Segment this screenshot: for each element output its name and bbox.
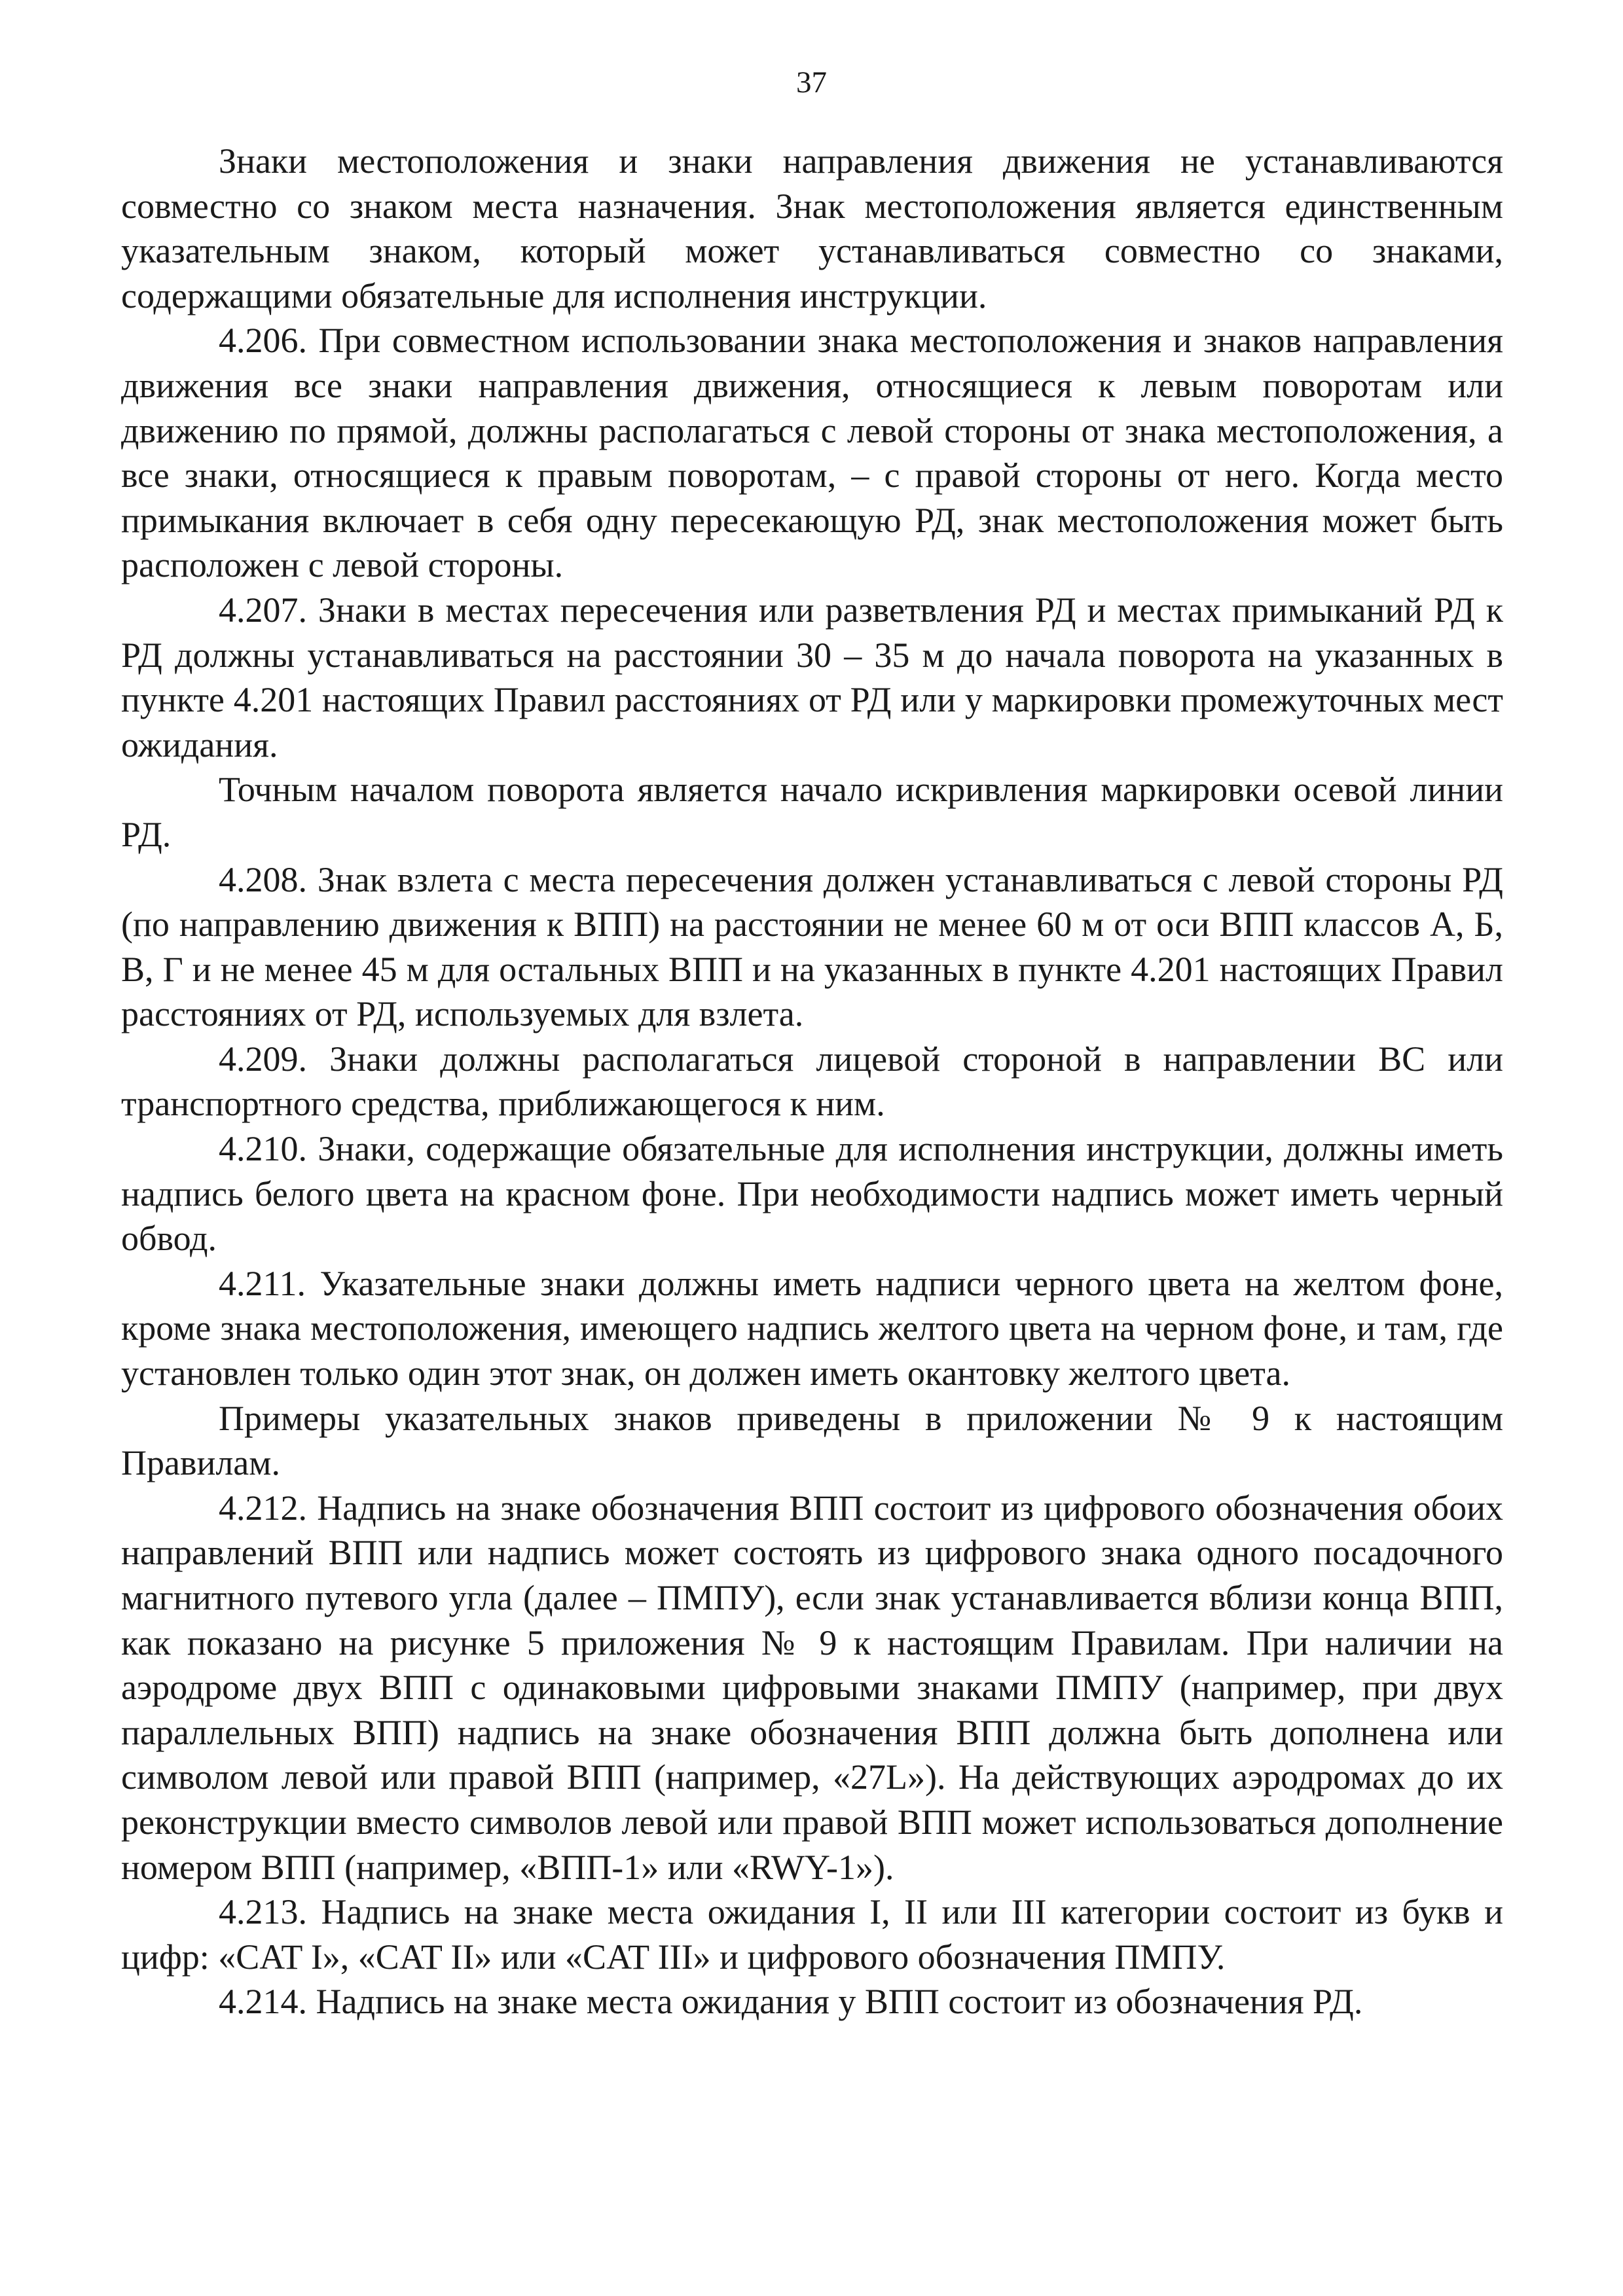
paragraph-4-211: 4.211. Указательные знаки должны иметь надписи черного цвета на желтом фоне, кроме знака местоположения, имеющего надпись желтого цвета на черном фоне, и там, где установлен только один этот знак, он должен иметь окантовку желтого цвета. xyxy=(121,1263,1503,1393)
paragraph-4-210: 4.210. Знаки, содержащие обязательные для исполнения инструкции, должны иметь надпись белого цвета на красном фоне. При необходимости надпись может иметь черный обвод. xyxy=(121,1129,1503,1259)
paragraph-4-206: 4.206. При совместном использовании знака местоположения и знаков направления движения все знаки направления движения, относящиеся к левым поворотам или движению по прямой, должны располагаться с левой стороны от знака местоположения, а все знаки, относящиеся к правым поворотам, – с правой стороны от него. Когда место примыкания включает в себя одну пересекающую РД, знак местоположения может быть расположен с левой стороны. xyxy=(121,321,1503,585)
paragraph-intro-signs: Знаки местоположения и знаки направления движения не устанавливаются совместно со знаком места назначения. Знак местоположения является единственным указательным знаком, который может устанавливаться совместно со знаками, содержащими обязательные для исполнения инструкции. xyxy=(121,141,1503,315)
paragraph-4-213: 4.213. Надпись на знаке места ожидания I, II или III категории состоит из букв и цифр: «CAT I», «CAT II» или «CAT III» и цифрового обозначения ПМПУ. xyxy=(121,1892,1503,1977)
paragraph-sign-examples: Примеры указательных знаков приведены в приложении № 9 к настоящим Правилам. xyxy=(121,1398,1503,1483)
paragraph-4-212: 4.212. Надпись на знаке обозначения ВПП состоит из цифрового обозначения обоих направлений ВПП или надпись может состоять из цифрового знака одного посадочного магнитного путевого угла (далее – ПМПУ), если знак устанавливается вблизи конца ВПП, как показано на рисунке 5 приложения № 9 к настоящим Правилам. При наличии на аэродроме двух ВПП с одинаковыми цифровыми знаками ПМПУ (например, при двух параллельных ВПП) надпись на знаке обозначения ВПП должна быть дополнена или символом левой или правой ВПП (например, «27L»). На действующих аэродромах до их реконструкции вместо символов левой или правой ВПП может использоваться дополнение номером ВПП (например, «ВПП-1» или «RWY-1»). xyxy=(121,1488,1503,1887)
page-number: 37 xyxy=(796,65,827,99)
body-text xyxy=(121,139,1503,2024)
paragraph-4-207: 4.207. Знаки в местах пересечения или разветвления РД и местах примыканий РД к РД должны устанавливаться на расстоянии 30 – 35 м до начала поворота на указанных в пункте 4.201 настоящих Правил расстояниях от РД или у маркировки промежуточных мест ожидания. xyxy=(121,590,1503,764)
paragraph-4-214: 4.214. Надпись на знаке места ожидания у ВПП состоит из обозначения РД. xyxy=(219,1982,1363,2022)
paragraph-4-209: 4.209. Знаки должны располагаться лицевой стороной в направлении ВС или транспортного средства, приближающегося к ним. xyxy=(121,1039,1503,1124)
paragraph-4-208: 4.208. Знак взлета с места пересечения должен устанавливаться с левой стороны РД (по направлению движения к ВПП) на расстоянии не менее 60 м от оси ВПП классов А, Б, В, Г и не менее 45 м для остальных ВПП и на указанных в пункте 4.201 настоящих Правил расстояниях от РД, используемых для взлета. xyxy=(121,859,1503,1034)
paragraph-turn-start: Точным началом поворота является начало искривления маркировки осевой линии РД. xyxy=(121,770,1503,854)
